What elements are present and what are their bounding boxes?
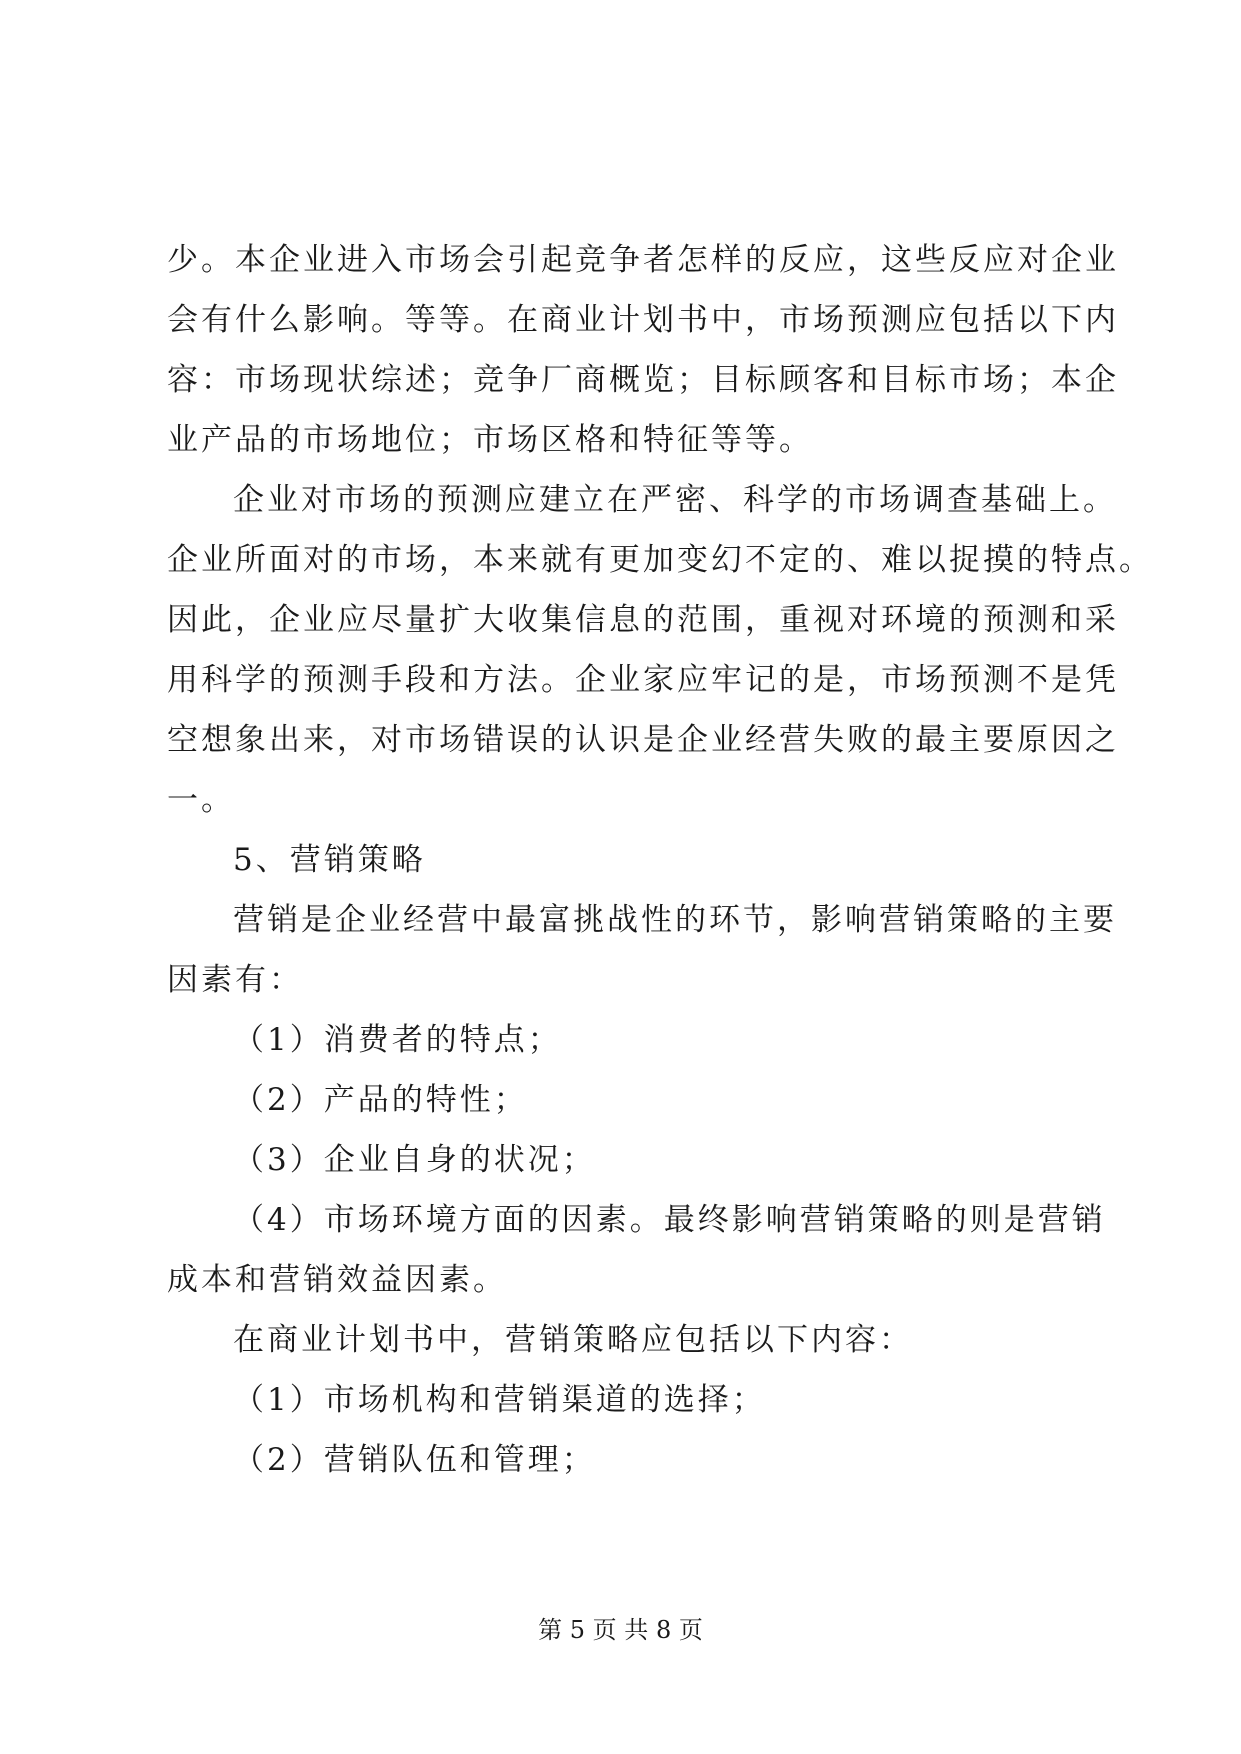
text-line: （1）市场机构和营销渠道的选择；	[233, 1382, 766, 1418]
text-line: 一。	[167, 782, 235, 818]
text-line: 在商业计划书中，营销策略应包括以下内容：	[233, 1322, 913, 1358]
text-line: 因此，企业应尽量扩大收集信息的范围，重视对环境的预测和采	[167, 602, 1119, 638]
text-line: 会有什么影响。等等。在商业计划书中，市场预测应包括以下内	[167, 302, 1119, 338]
text-line: 用科学的预测手段和方法。企业家应牢记的是，市场预测不是凭	[167, 662, 1119, 698]
text-line: 空想象出来，对市场错误的认识是企业经营失败的最主要原因之	[167, 722, 1119, 758]
text-line: 成本和营销效益因素。	[167, 1262, 507, 1298]
text-line: （2）营销队伍和管理；	[233, 1442, 596, 1478]
page-number-indicator: 第 5 页 共 8 页	[538, 1616, 703, 1644]
document-body	[167, 230, 1153, 1490]
text-line: 营销是企业经营中最富挑战性的环节，影响营销策略的主要	[233, 902, 1117, 938]
text-line: （1）消费者的特点；	[233, 1022, 562, 1058]
text-line: 业产品的市场地位；市场区格和特征等等。	[167, 422, 813, 458]
text-line: （3）企业自身的状况；	[233, 1142, 596, 1178]
text-line: 5、营销策略	[233, 842, 426, 878]
text-line: 企业对市场的预测应建立在严密、科学的市场调查基础上。	[233, 482, 1117, 518]
text-line: （4）市场环境方面的因素。最终影响营销策略的则是营销	[233, 1202, 1106, 1238]
text-line: 少。本企业进入市场会引起竞争者怎样的反应，这些反应对企业	[167, 242, 1119, 278]
text-line: （2）产品的特性；	[233, 1082, 528, 1118]
text-line: 因素有：	[167, 962, 303, 998]
text-line: 企业所面对的市场，本来就有更加变幻不定的、难以捉摸的特点。	[167, 542, 1153, 578]
text-line: 容：市场现状综述；竞争厂商概览；目标顾客和目标市场；本企	[167, 362, 1119, 398]
page-footer	[0, 1615, 1241, 1645]
